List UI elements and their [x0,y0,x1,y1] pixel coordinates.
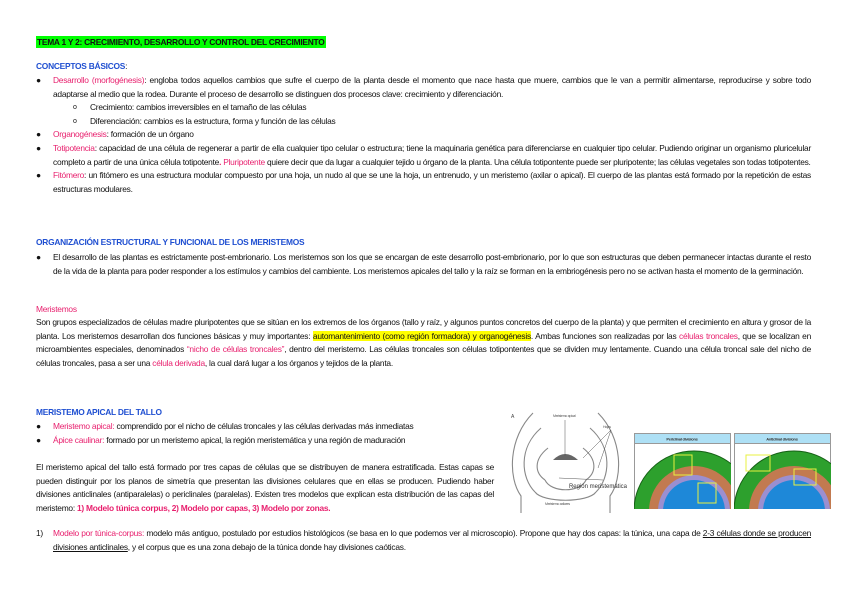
shoot-apex-diagram [503,408,628,513]
term: Pluripotente [223,156,265,167]
text: El meristemo apical del tallo está formado por tres capas de células que se distribuyen de manera estratificada. Estas capas se pueden distinguir por los planos de simetría que presentan las divisiones celulares que en ellas se producen. Pudiendo haber divisiones anticlinales (antiparalelas) o periclinales (paralelas). Existen tres modelos que explican esta distribución de las capas del meristemo: [36,462,494,513]
bullet-icon: ● [36,170,41,181]
circle-bullet-icon: o [73,117,77,125]
term: Ápice caulinar: [53,434,105,445]
models-list: 1) Modelo túnica corpus, 2) Modelo por capas, 3) Modelo por zonas. [77,502,331,513]
term: Organogénesis [53,129,107,140]
term: Modelo por túnica-corpus: [53,528,145,538]
text: . Ambas funciones son realizadas por las [530,330,680,341]
term: Meristemo apical: [53,421,115,431]
definition: : engloba todos aquellos cambios que sufre el cuerpo de la planta desde el momento que nace hasta que muere, cambios que le van a permitir alimentarse, reproducirse y sobre todo adaptarse al medio que la rodea. Durante el proceso de desarrollo se distinguen dos procesos clave: crecimiento y diferenciación. [53,75,811,99]
term: “nicho de células troncales” [186,344,285,355]
figure-label: Meristemo axilares [545,502,570,506]
figure-title: Periclinal divisions [666,436,698,442]
definition: : un fitómero es una estructura modular compuesto por una hoja, un nudo al que se une la hoja, un entrenudo, y un meristemo (axilar o apical). El cuerpo de las plantas está formado por la repetición de estas estructuras modulares. [53,170,811,194]
figure-label: Meristemo apical [553,414,576,418]
sublist-item [73,101,811,115]
list-item [36,251,811,278]
definition: , y el corpus que es una zona debajo de la túnica donde hay divisiones caóticas. [127,541,406,552]
model-item-1 [36,527,812,554]
organizacion-list [36,251,811,278]
definition: : capacidad de una célula de regenerar a partir de ella cualquier tipo celular o estructura; tiene la maquinaria genética para diferenciarse en cualquier tipo celular. Pudiendo originar un organismo pluricelular completo a partir de una única célula totipotente [53,142,811,167]
heading-text: ORGANIZACIÓN ESTRUCTURAL Y FUNCIONAL DE LOS MERISTEMOS [36,237,305,247]
bullet-icon: ● [36,434,41,445]
highlighted-text: automantenimiento (como región formadora) y organogénesis [312,330,531,341]
list-item-totipotencia [36,142,811,169]
meristemos-paragraph [36,316,811,370]
list-item-organogenesis [36,128,811,142]
heading-text: Meristemos [36,304,77,314]
definition: comprendido por el nicho de células troncales y las células derivadas más inmediatas [114,421,414,431]
sublist-item [73,115,811,129]
text: , que se localizan en microambientes especiales, denominados [36,330,812,355]
conceptos-heading [36,60,127,74]
document-title [36,36,326,50]
definition: quiere decir que da lugar a cualquier tejido u órgano de la planta. Una célula totipontente puede ser pluripotente; las células vegetales son todas totipotentes. [264,156,811,167]
list-item [36,434,493,448]
periclinal-divisions-figure [634,433,731,509]
figure-label: Región meristemática [568,484,627,490]
figure-title: Anticlinal divisions [766,436,798,442]
anticlinal-divisions-figure [734,433,831,509]
list-item-desarrollo [36,74,811,101]
definition: : formación de un órgano [106,129,194,140]
text: Son grupos especializados de células madre pluripotentes que se sitúan en los extremos de los órganos (tallo y raíz, y algunos puntos concretos del cuerpo de la planta) y que permiten el crecimiento en altura y grosor de la planta. Los meristemos desarrollan dos funciones básicas y muy importantes: [36,317,811,341]
apical-paragraph [36,461,494,515]
figure-label: Hojas [603,425,611,429]
list-number: 1) [36,528,43,538]
term: Fitómero [53,170,85,181]
organizacion-heading [36,236,304,250]
figure-letter: A [511,414,515,420]
definition: formado por un meristemo apical, la región meristemática y una región de maduración [104,434,406,445]
bullet-icon: ● [36,129,41,140]
sublist [53,101,811,128]
term: Desarrollo (morfogénesis) [53,75,145,85]
text: , dentro del meristemo. Las células troncales son células totipontentes que se dividen muy lentamente. Cuando una célula troncal sale del nicho de células troncales, pasa a ser una [36,344,811,368]
underlined-text: 2-3 células donde se producen divisiones anticlinales [53,528,812,552]
apical-meristem-shape [553,454,578,460]
sub-text: Diferenciación: cambios es la estructura, forma y función de las células [90,115,336,126]
circle-bullet-icon: o [73,104,77,112]
list-item-fitomero [36,169,811,196]
term: célula derivada [152,357,205,368]
title-text: TEMA 1 Y 2: CRECIMIENTO, DESARROLLO Y CONTROL DEL CRECIMIENTO [37,37,325,47]
heading-text: CONCEPTOS BÁSICOS [36,61,126,71]
colon: : [125,61,128,71]
list-item [36,527,812,554]
list-item [36,420,493,434]
apical-list [36,420,493,447]
bullet-icon: ● [36,252,41,262]
meristemos-heading [36,303,77,317]
bullet-icon: ● [36,421,41,431]
term: células troncales [679,330,738,341]
sub-text: Crecimiento: cambios irreversibles en el tamaño de las células [90,102,307,113]
dot: . [219,156,224,167]
definition: modelo más antiguo, postulado por estudios histológicos (se basa en lo que podemos ver al microscopio). Propone que hay dos capas: la túnica, una capa de [144,528,703,538]
apical-heading [36,406,162,420]
conceptos-list [36,74,811,196]
term: Totipotencia [53,142,95,153]
bullet-icon: ● [36,75,41,85]
paragraph: El desarrollo de las plantas es estrictamente post-embrionario. Los meristemos son los que se encargan de este desarrollo post-embrionario, por lo que son estructuras que deben permanecer intactas durante el resto de la vida de la planta para poder responder a los estímulos y cambios del cambiente. Los meristemos apicales del tallo y la raíz se forman en la embriogénesis pero no se activan hasta el momento de la germinación. [53,252,811,276]
bullet-icon: ● [36,142,41,153]
text: , la cual dará lugar a los órganos y tejidos de la planta. [204,357,393,368]
heading-text: MERISTEMO APICAL DEL TALLO [36,407,162,417]
